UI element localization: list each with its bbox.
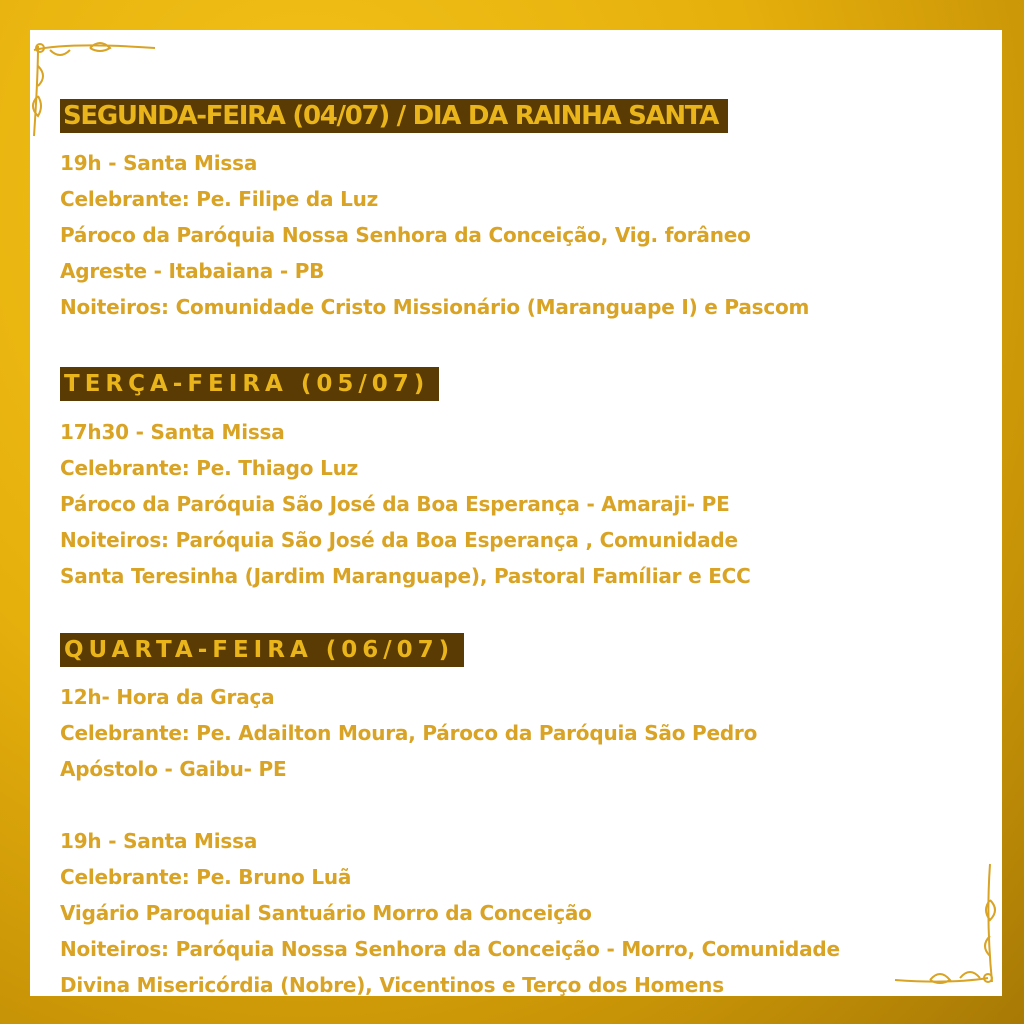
schedule-line: Pároco da Paróquia São José da Boa Esperança - Amaraji- PE bbox=[60, 492, 730, 516]
blank-line bbox=[60, 787, 840, 823]
schedule-line: Santa Teresinha (Jardim Maranguape), Pastoral Famíliar e ECC bbox=[60, 564, 751, 588]
schedule-line: Pároco da Paróquia Nossa Senhora da Conceição, Vig. forâneo bbox=[60, 223, 751, 247]
corner-flourish-bottom-right-icon bbox=[890, 860, 1000, 990]
schedule-line: 19h - Santa Missa bbox=[60, 829, 258, 853]
schedule-line: Vigário Paroquial Santuário Morro da Conceição bbox=[60, 901, 592, 925]
schedule-line: Noiteiros: Paróquia Nossa Senhora da Conceição - Morro, Comunidade bbox=[60, 937, 840, 961]
schedule-line: 12h- Hora da Graça bbox=[60, 685, 275, 709]
section-wednesday bbox=[60, 633, 840, 1003]
schedule-line: Divina Misericórdia (Nobre), Vicentinos e Terço dos Homens bbox=[60, 973, 724, 997]
section-heading: SEGUNDA-FEIRA (04/07) / DIA DA RAINHA SANTA bbox=[60, 99, 728, 133]
schedule-line: Celebrante: Pe. Adailton Moura, Pároco da Paróquia São Pedro bbox=[60, 721, 758, 745]
schedule-line: Noiteiros: Paróquia São José da Boa Esperança , Comunidade bbox=[60, 528, 738, 552]
schedule-line: Agreste - Itabaiana - PB bbox=[60, 259, 325, 283]
schedule-line: Apóstolo - Gaibu- PE bbox=[60, 757, 287, 781]
schedule-line: Celebrante: Pe. Thiago Luz bbox=[60, 456, 359, 480]
section-monday bbox=[60, 99, 809, 325]
schedule-line: 19h - Santa Missa bbox=[60, 151, 258, 175]
schedule-line: 17h30 - Santa Missa bbox=[60, 420, 285, 444]
section-heading: TERÇA-FEIRA (05/07) bbox=[60, 367, 439, 401]
section-tuesday bbox=[60, 367, 751, 594]
section-heading: QUARTA-FEIRA (06/07) bbox=[60, 633, 464, 667]
schedule-line: Celebrante: Pe. Bruno Luã bbox=[60, 865, 352, 889]
schedule-line: Noiteiros: Comunidade Cristo Missionário (Maranguape I) e Pascom bbox=[60, 295, 810, 319]
schedule-line: Celebrante: Pe. Filipe da Luz bbox=[60, 187, 379, 211]
